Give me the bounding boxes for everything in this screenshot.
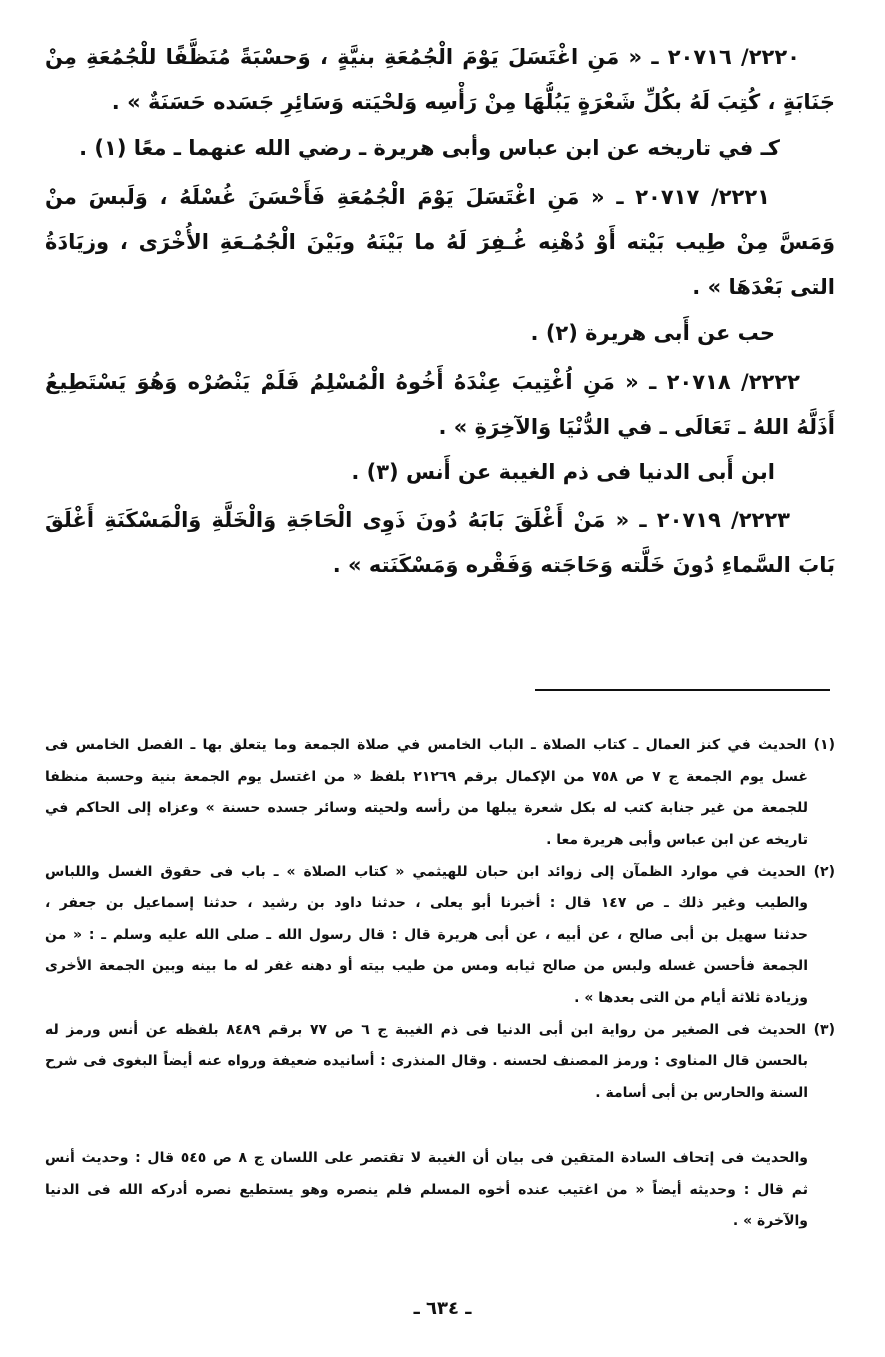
hadith-2221-line-3: التى بَعْدَهَا » . [692, 275, 835, 299]
page-number: ـ ٦٣٤ ـ [413, 1298, 472, 1319]
footnote-2-line: حدثنا سهيل بن أبى صالح ، عن أبيه ، عن أبى هريرة قال : قال رسول الله ـ صلى الله عليه وسلم ـ : « من [45, 927, 808, 943]
footnote-1-line: (١) الحديث في كنز العمال ـ كتاب الصلاة ـ الباب الخامس في صلاة الجمعة وما يتعلق بها ـ الفصل الخامس فى [45, 737, 835, 753]
footnote-2-line: والطيب وغير ذلك ـ ص ١٤٧ قال : أخبرنا أبو يعلى ، حدثنا داود بن رشيد ، حدثنا إسماعيل بن جعفر ، [45, 895, 808, 911]
hadith-2223-line-1: ٢٢٢٣/ ٢٠٧١٩ ـ « مَنْ أَغْلَقَ بَابَهُ دُونَ ذَوِى الْحَاجَةِ وَالْخَلَّةِ وَالْمَسْكَنَةِ أَغْلَقَ [45, 508, 790, 532]
hadith-2223-line-2: بَابَ السَّماءِ دُونَ خَلَّته وَحَاجَته وَفَقْره وَمَسْكَنَته » . [332, 553, 835, 577]
hadith-2222-line-1: ٢٢٢٢/ ٢٠٧١٨ ـ « مَنِ اُغْتِيبَ عِنْدَهُ أَخُوهُ الْمُسْلِمُ فَلَمْ يَنْصُرْه وَهُوَ يَسْتَطِيعُ [45, 370, 800, 394]
footnote-1-line: تاريخه عن ابن عباس وأبى هريرة معا . [546, 832, 808, 848]
hadith-2221-source: حب عن أَبى هريرة (٢) . [530, 321, 775, 345]
hadith-2220-line-1: ٢٢٢٠/ ٢٠٧١٦ ـ « مَنِ اغْتَسَلَ يَوْمَ الْجُمُعَةِ بنيَّةٍ ، وَحسْبَةً مُنَظَّفًا للْجُمُعَةِ مِنْ [45, 45, 800, 69]
footnote-2-line: وزيادة ثلاثة أيام من التى بعدها » . [574, 990, 808, 1006]
footnote-3-line: والآخرة » . [732, 1213, 808, 1229]
hadith-2220-source: كـ في تاريخه عن ابن عباس وأبى هريرة ـ رضي الله عنهما ـ معًا (١) . [79, 136, 780, 160]
hadith-2222-source: ابن أَبى الدنيا فى ذم الغيبة عن أَنس (٣) . [351, 460, 775, 484]
footnote-2-line: الجمعة فأحسن غسله ولبس من صالح ثيابه ومس من طيب بيته أو دهنه غفر له ما بينه وبين الجمعة الأخرى [45, 958, 808, 974]
footnote-3-line: والحديث فى إتحاف السادة المتقين فى بيان أن الغيبة لا تقتصر على اللسان ج ٨ ص ٥٤٥ قال : وحديث أنس [45, 1150, 808, 1166]
footnote-2-line: (٢) الحديث في موارد الظمآن إلى زوائد ابن حبان للهيثمي « كتاب الصلاة » ـ باب فى حقوق الغسل واللباس [45, 864, 835, 880]
footnote-3-line: ثم قال : وحديثه أيضاً « من اغتيب عنده أخوه المسلم فلم ينصره وهو يستطيع نصره أدركه الله فى الدنيا [45, 1182, 808, 1198]
hadith-2222-line-2: أَذَلَّهُ اللهُ ـ تَعَالَى ـ في الدُّنْيَا وَالآخِرَةِ » . [438, 415, 835, 439]
footnote-3-line: (٣) الحديث فى الصغير من رواية ابن أبى الدنيا فى ذم الغيبة ج ٦ ص ٧٧ برقم ٨٤٨٩ بلفظه عن أنس ورمز له [45, 1022, 835, 1038]
footnote-1-line: غسل يوم الجمعة ج ٧ ص ٧٥٨ من الإكمال برقم ٢١٢٦٩ بلفظ « من اغتسل يوم الجمعة بنية وحسبة منظفا [45, 769, 808, 785]
footnote-3-line: السنة والحارس بن أبى أسامة . [595, 1085, 808, 1101]
footnote-3-line: بالحسن قال المناوى : ورمز المصنف لحسنه . وقال المنذرى : أسانيده ضعيفة ورواه عنه أيضاً البغوى فى شرح [45, 1053, 808, 1069]
hadith-2221-line-1: ٢٢٢١/ ٢٠٧١٧ ـ « مَنِ اغْتَسَلَ يَوْمَ الْجُمُعَةِ فَأَحْسَنَ غُسْلَهُ ، وَلَبسَ منْ [45, 185, 770, 209]
hadith-2221-line-2: وَمَسَّ مِنْ طِيب بَيْته أَوْ دُهْنِه غُـفِرَ لَهُ ما بَيْنَهُ وبَيْنَ الْجُمُـعَةِ الأُخْرَى ، وزيَادَةُ [45, 230, 835, 254]
footnote-divider [535, 689, 830, 691]
footnote-1-line: للجمعة من غير جنابة كتب له بكل شعرة يبلها من رأسه ولحيته وسائر جسده حسنة » وعزاه إلى الحاكم في [45, 800, 808, 816]
hadith-2220-line-2: جَنَابَةٍ ، كُتِبَ لَهُ بكُلِّ شَعْرَةٍ يَبُلُّهَا مِنْ رَأْسِه وَلحْيَته وَسَائِرِ جَسَده حَسَنَةٌ » . [111, 90, 835, 114]
